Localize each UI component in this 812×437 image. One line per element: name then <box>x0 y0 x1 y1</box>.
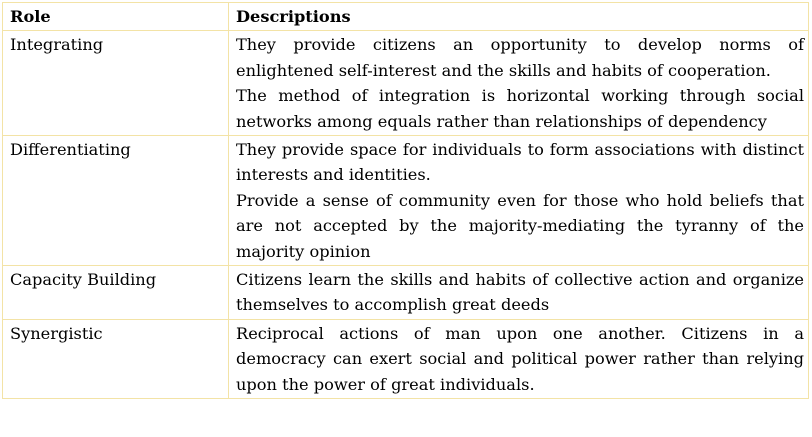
table-row-synergistic <box>3 319 809 398</box>
table-row-differentiating <box>3 136 809 266</box>
role-cell: Differentiating <box>3 136 229 266</box>
table-row-integrating <box>3 31 809 136</box>
role-cell: Integrating <box>3 31 229 136</box>
header-descriptions: Descriptions <box>229 3 809 31</box>
description-paragraph: They provide citizens an opportunity to develop norms of enlightened self-interest and the skills and habits of cooperation. <box>236 35 804 80</box>
description-paragraph: Reciprocal actions of man upon one another. Citizens in a democracy can exert social and political power rather than relying upon the power of great individuals. <box>236 323 804 394</box>
description-paragraph: The method of integration is horizontal working through social networks among equals rather than relationships of dependency <box>236 86 804 131</box>
description-paragraph: They provide space for individuals to form associations with distinct interests and identities. <box>236 140 804 185</box>
table-row-capacity-building <box>3 266 809 320</box>
table-header-row <box>3 3 809 31</box>
header-role: Role <box>3 3 229 31</box>
role-cell: Synergistic <box>3 319 229 398</box>
description-paragraph: Citizens learn the skills and habits of collective action and organize themselves to accomplish great deeds <box>236 270 804 315</box>
role-cell: Capacity Building <box>3 266 229 320</box>
description-cell <box>229 266 809 320</box>
description-cell <box>229 319 809 398</box>
roles-table <box>2 2 809 399</box>
description-cell <box>229 136 809 266</box>
description-paragraph: Provide a sense of community even for those who hold beliefs that are not accepted by the majority-mediating the tyranny of the majority opinion <box>236 190 804 261</box>
description-cell <box>229 31 809 136</box>
